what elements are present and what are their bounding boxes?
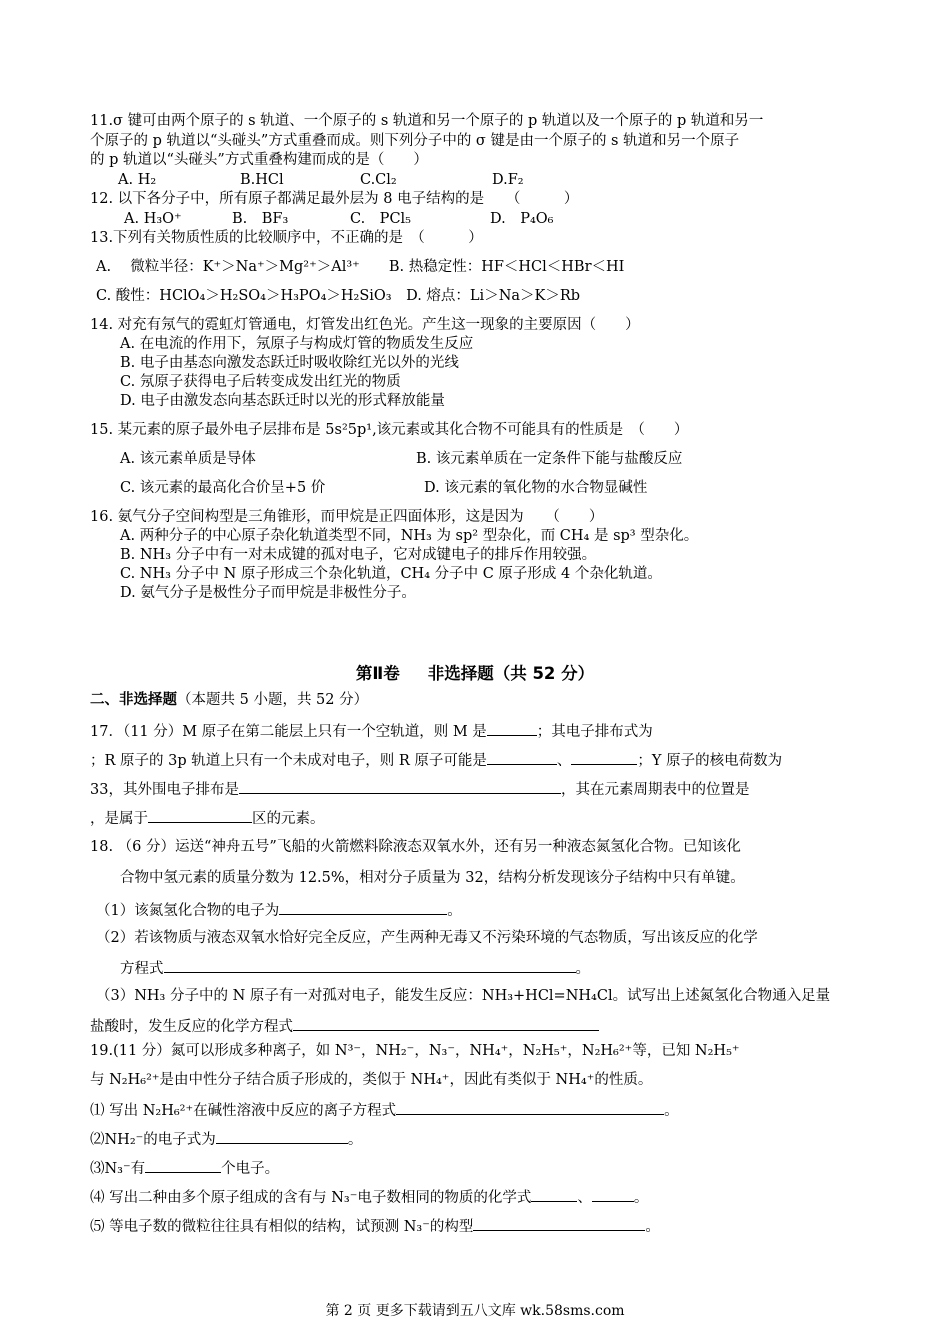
- q18-line1: 18. （6 分）运送“神舟五号”飞船的火箭燃料除液态双氧水外，还有另一种液态氮氢化合物。已知该化: [90, 839, 741, 855]
- q13-stem: 13.下列有关物质性质的比较顺序中，不正确的是 （ ）: [90, 230, 483, 246]
- q19-line1: 19.(11 分）氮可以形成多种离子，如 N³⁻，NH₂⁻，N₃⁻，NH₄⁺，N₂H₅⁺，N₂H₆²⁺等，已知 N₂H₅⁺: [90, 1043, 740, 1059]
- section-heading-note: （本题共 5 小题，共 52 分）: [177, 692, 369, 708]
- q15-stem: 15. 某元素的原子最外电子层排布是 5s²5p¹,该元素或其化合物不可能具有的性质是 （ ）: [90, 422, 689, 438]
- q17-line3: [90, 779, 749, 799]
- q19-blank-1[interactable]: [396, 1100, 664, 1115]
- q18-part3: （3）NH₃ 分子中的 N 原子有一对孤对电子，能发生反应：NH₃+HCl=NH₄Cl。试写出上述氮氢化合物通入足量: [96, 988, 831, 1004]
- q18-part1: [96, 900, 462, 920]
- q17-text: 17．（11 分）M 原子在第二能层上只有一个空轨道，则 M 是: [90, 724, 487, 740]
- q17-text: ，是属于: [90, 811, 148, 827]
- q18-blank-1[interactable]: [279, 900, 447, 915]
- q17-blank-r2[interactable]: [571, 750, 637, 765]
- q19-text: ⑸ 等电子数的微粒往往具有相似的结构，试预测 N₃⁻的构型: [90, 1219, 474, 1235]
- q12-option-a: A. H₃O⁺: [124, 211, 182, 227]
- q18-text: 盐酸时，发生反应的化学方程式: [90, 1019, 293, 1035]
- q18-line2: 合物中氢元素的质量分数为 12.5%，相对分子质量为 32，结构分析发现该分子结构中只有单键。: [120, 870, 745, 886]
- q19-text: ⑷ 写出二种由多个原子组成的含有与 N₃⁻电子数相同的物质的化学式: [90, 1190, 532, 1206]
- q19-blank-5[interactable]: [473, 1216, 645, 1231]
- q19-blank-4a[interactable]: [531, 1187, 577, 1202]
- q17-blank-r1[interactable]: [487, 750, 557, 765]
- page-footer: 第 2 页 更多下载请到五八文库 wk.58sms.com: [325, 1303, 625, 1319]
- q16-option-b: B. NH₃ 分子中有一对未成键的孤对电子，它对成键电子的排斥作用较强。: [120, 547, 597, 563]
- q18-text: （1）该氮氢化合物的电子为: [96, 903, 280, 919]
- q15-option-b: B. 该元素单质在一定条件下能与盐酸反应: [416, 451, 683, 467]
- q19-line2: 与 N₂H₆²⁺是由中性分子结合质子形成的，类似于 NH₄⁺，因此有类似于 NH₄⁺的性质。: [90, 1072, 653, 1088]
- q17-text: 33，其外围电子排布是: [90, 782, 239, 798]
- q14-option-c: C. 氖原子获得电子后转变成发出红光的物质: [120, 374, 401, 390]
- q18-part2: （2）若该物质与液态双氧水恰好完全反应，产生两种无毒又不污染环境的气态物质，写出该反应的化学: [96, 930, 758, 946]
- q19-text: ⑴ 写出 N₂H₆²⁺在碱性溶液中反应的离子方程式: [90, 1103, 397, 1119]
- q11-line1: 11.σ 键可由两个原子的 s 轨道、一个原子的 s 轨道和另一个原子的 p 轨道以及一个原子的 p 轨道和另一: [90, 113, 764, 129]
- q19-part5: [90, 1216, 660, 1236]
- q16-option-a: A. 两种分子的中心原子杂化轨道类型不同，NH₃ 为 sp² 型杂化，而 CH₄ 是 sp³ 型杂化。: [120, 528, 699, 544]
- q14-option-a: A. 在电流的作用下，氖原子与构成灯管的物质发生反应: [120, 336, 474, 352]
- q12-option-c: C. PCl₅: [350, 211, 411, 227]
- q14-option-d: D. 电子由激发态向基态跃迁时以光的形式释放能量: [120, 393, 445, 409]
- q19-text: 。: [645, 1219, 660, 1235]
- q12-stem: 12. 以下各分子中，所有原子都满足最外层为 8 电子结构的是 （ ）: [90, 191, 579, 207]
- q16-stem: 16. 氨气分子空间构型是三角锥形，而甲烷是正四面体形，这是因为 （ ）: [90, 509, 604, 525]
- q15-option-d: D. 该元素的氧化物的水合物显碱性: [424, 480, 648, 496]
- q18-blank-2[interactable]: [164, 958, 576, 973]
- q18-blank-3[interactable]: [293, 1016, 599, 1031]
- q17-text: ，其在元素周期表中的位置是: [560, 782, 750, 798]
- q12-option-d: D. P₄O₆: [490, 211, 554, 227]
- q15-option-a: A. 该元素单质是导体: [120, 451, 256, 467]
- q11-line3: 的 p 轨道以“头碰头”方式重叠构建而成的是（ ）: [90, 152, 428, 168]
- q18-text: 。: [575, 961, 590, 977]
- q18-text: 。: [447, 903, 462, 919]
- q19-text: ⑶N₃⁻有: [90, 1161, 146, 1177]
- q19-part4: [90, 1187, 648, 1207]
- q17-text: 、: [556, 753, 572, 769]
- q14-stem: 14. 对充有氖气的霓虹灯管通电，灯管发出红色光。产生这一现象的主要原因（ ）: [90, 317, 640, 333]
- section-title-label: 非选择题（共 52 分）: [427, 664, 595, 683]
- q17-text: ；Y 原子的核电荷数为: [637, 753, 783, 769]
- q18-part2-line2: [120, 958, 590, 978]
- q11-line2: 个原子的 p 轨道以“头碰头”方式重叠而成。则下列分子中的 σ 键是由一个原子的 s 轨道和另一个原子: [90, 133, 740, 149]
- q13-options-cd: C. 酸性：HClO₄＞H₂SO₄＞H₃PO₄＞H₂SiO₃ D. 熔点：Li＞Na＞K＞Rb: [96, 288, 581, 304]
- q17-text: 区的元素。: [252, 811, 325, 827]
- q17-line2: [90, 750, 782, 770]
- q17-line4: [90, 808, 325, 828]
- q18-text: 方程式: [120, 961, 164, 977]
- q19-text: 、: [577, 1190, 592, 1206]
- section-heading-bold: 二、非选择题: [90, 692, 177, 708]
- section-heading: [90, 691, 368, 709]
- q19-text: 。: [347, 1132, 363, 1148]
- section-title: [0, 660, 950, 684]
- q19-part1: [90, 1100, 679, 1120]
- q11-option-b: B.HCl: [240, 172, 284, 188]
- q17-blank-y-config[interactable]: [239, 779, 561, 794]
- section-title-part: 第Ⅱ卷: [355, 664, 400, 683]
- q16-option-d: D. 氨气分子是极性分子而甲烷是非极性分子。: [120, 585, 416, 601]
- q18-part3-line2: [90, 1016, 599, 1036]
- q19-text: ⑵NH₂⁻的电子式为: [90, 1132, 216, 1148]
- q19-text: 个电子。: [221, 1161, 280, 1177]
- q13-options-ab: A. 微粒半径：K⁺＞Na⁺＞Mg²⁺＞Al³⁺ B. 热稳定性：HF＜HCl＜HBr＜HI: [96, 259, 625, 275]
- q17-blank-m[interactable]: [487, 721, 537, 736]
- q19-text: 。: [664, 1103, 679, 1119]
- q17-line1: [90, 721, 653, 741]
- q16-option-c: C. NH₃ 分子中 N 原子形成三个杂化轨道，CH₄ 分子中 C 原子形成 4 个杂化轨道。: [120, 566, 662, 582]
- q14-option-b: B. 电子由基态向激发态跃迁时吸收除红光以外的光线: [120, 355, 459, 371]
- q11-option-d: D.F₂: [492, 172, 524, 188]
- q11-option-a: A. H₂: [118, 172, 157, 188]
- q12-option-b: B. BF₃: [232, 211, 289, 227]
- q19-blank-4b[interactable]: [592, 1187, 634, 1202]
- q19-part3: [90, 1158, 279, 1178]
- q19-part2: [90, 1129, 362, 1149]
- q19-text: 。: [633, 1190, 649, 1206]
- q17-text: ；R 原子的 3p 轨道上只有一个未成对电子，则 R 原子可能是: [90, 753, 487, 769]
- q19-blank-2[interactable]: [216, 1129, 348, 1144]
- q17-blank-block[interactable]: [148, 808, 252, 823]
- q15-option-c: C. 该元素的最高化合价呈+5 价: [120, 480, 326, 496]
- q11-option-c: C.Cl₂: [360, 172, 397, 188]
- q19-blank-3[interactable]: [145, 1158, 221, 1173]
- q17-text: ；其电子排布式为: [536, 724, 653, 740]
